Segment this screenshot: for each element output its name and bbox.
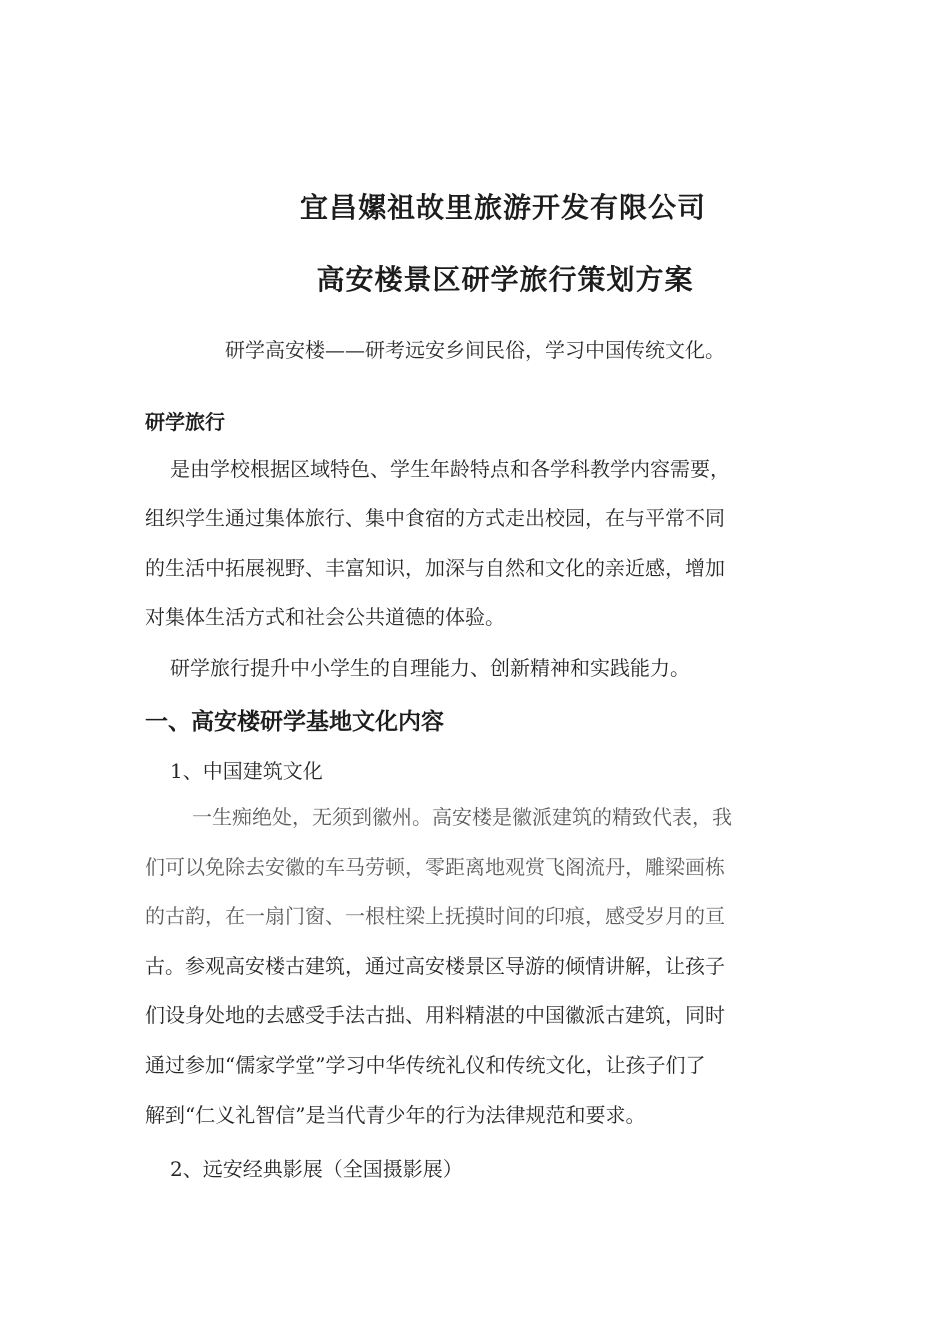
item-1-line: 通过参加“儒家学堂”学习中华传统礼仪和传统文化，让孩子们了 (145, 1053, 706, 1077)
item-1-line: 们可以免除去安徽的车马劳顿，零距离地观赏飞阁流丹，雕梁画栋 (145, 855, 725, 879)
item-1-line: 古。参观高安楼古建筑，通过高安楼景区导游的倾情讲解，让孩子 (145, 954, 725, 978)
intro-line: 组织学生通过集体旅行、集中食宿的方式走出校园，在与平常不同 (145, 506, 725, 530)
plan-title: 高安楼景区研学旅行策划方案 (316, 263, 694, 296)
item-2-title: 2、远安经典影展（全国摄影展） (170, 1157, 463, 1181)
intro-line: 对集体生活方式和社会公共道德的体验。 (145, 605, 505, 629)
slogan: 研学高安楼——研考远安乡间民俗，学习中国传统文化。 (225, 338, 725, 362)
item-1-line: 们设身处地的去感受手法古拙、用料精湛的中国徽派古建筑，同时 (145, 1003, 725, 1027)
section-heading-1: 一、高安楼研学基地文化内容 (145, 709, 444, 735)
item-1-line: 解到“仁义礼智信”是当代青少年的行为法律规范和要求。 (145, 1103, 646, 1127)
item-1-line: 的古韵，在一扇门窗、一根柱梁上抚摸时间的印痕，感受岁月的亘 (145, 904, 725, 928)
intro-line: 的生活中拓展视野、丰富知识，加深与自然和文化的亲近感，增加 (145, 556, 725, 580)
item-1-title: 1、中国建筑文化 (170, 759, 323, 783)
item-1-line: 一生痴绝处，无须到徽州。高安楼是徽派建筑的精致代表，我 (192, 805, 732, 829)
intro-line: 是由学校根据区域特色、学生年龄特点和各学科教学内容需要， (170, 457, 730, 481)
section-label: 研学旅行 (145, 410, 225, 434)
company-title: 宜昌嫘祖故里旅游开发有限公司 (299, 191, 706, 224)
ability-line: 研学旅行提升中小学生的自理能力、创新精神和实践能力。 (170, 656, 690, 680)
